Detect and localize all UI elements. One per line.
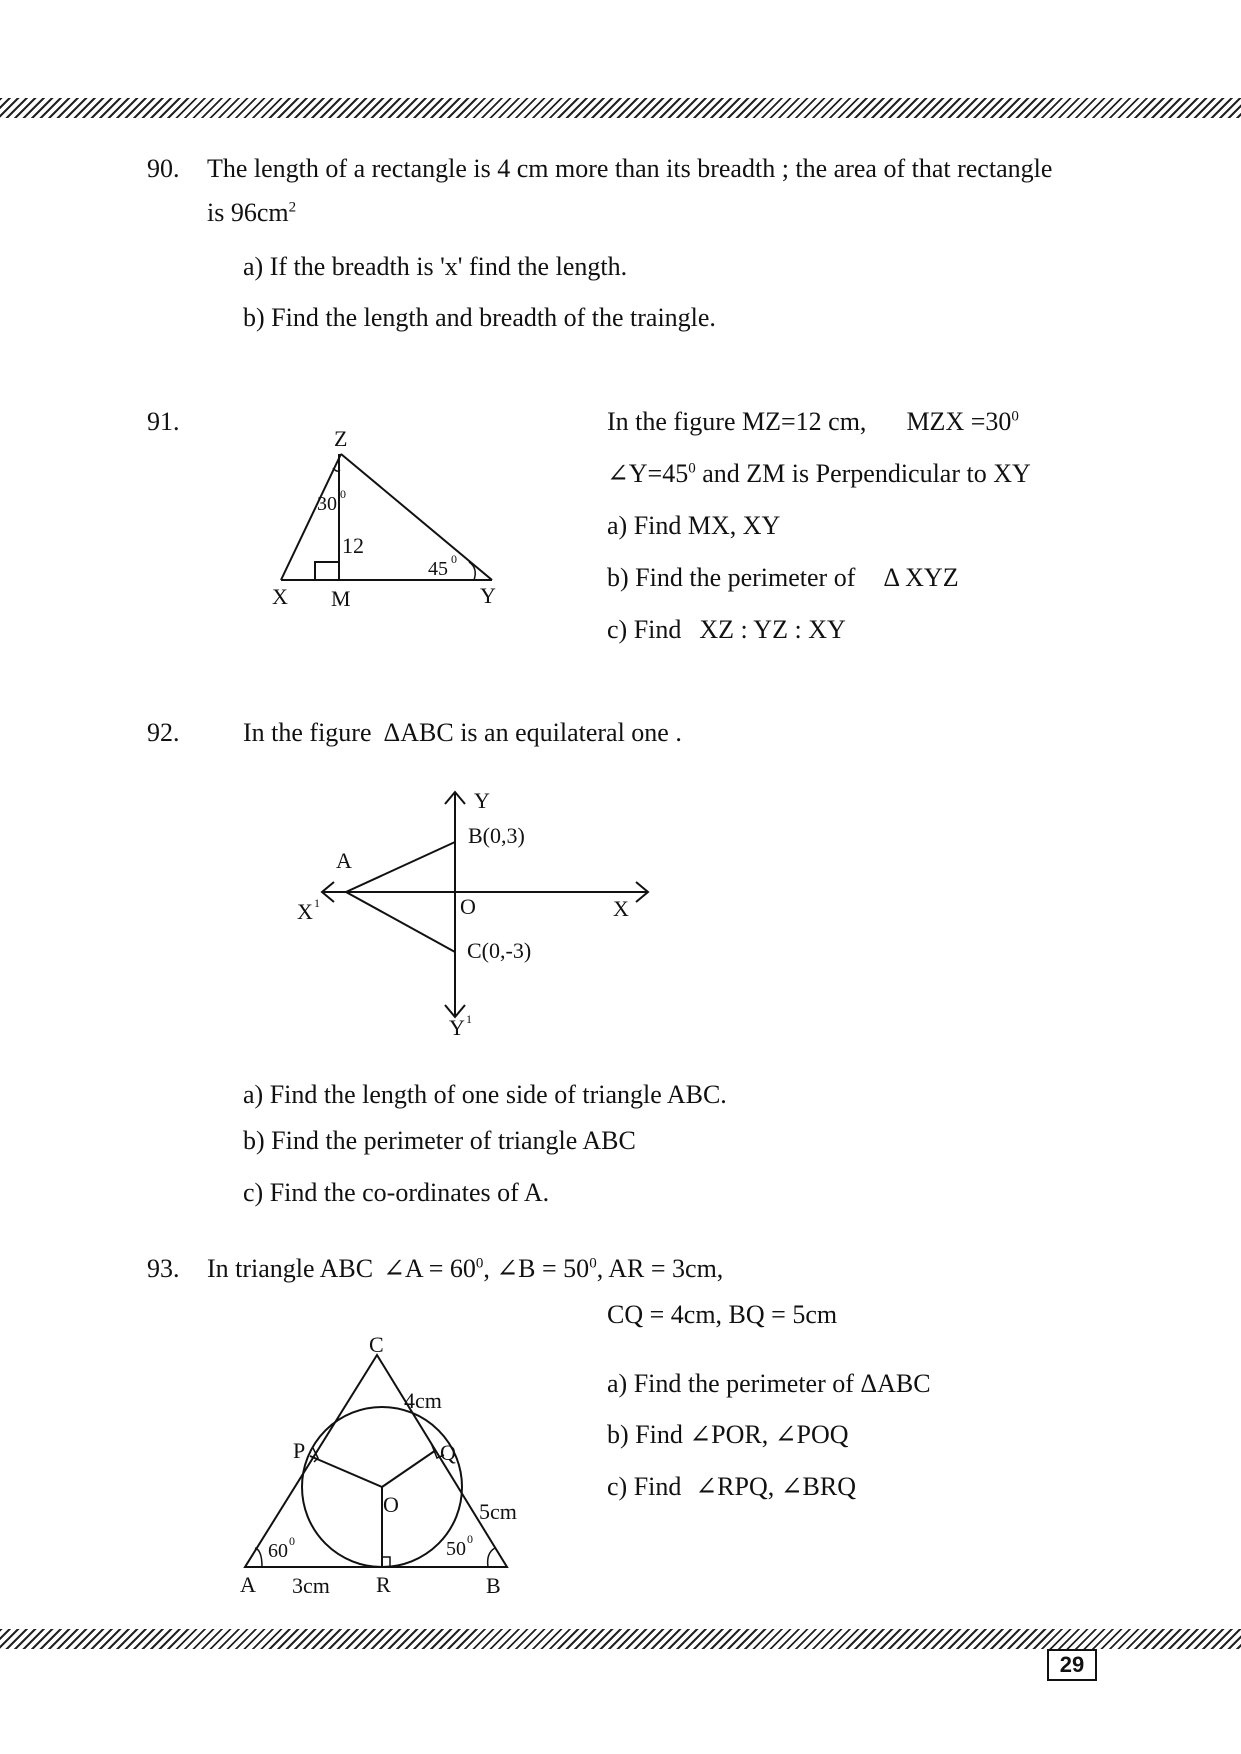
q93-label-o: O xyxy=(383,1492,399,1517)
q93-line1-a: In triangle ABC xyxy=(207,1254,374,1283)
q93-label-p: P xyxy=(293,1438,306,1463)
q90-line2-text: is 96cm xyxy=(207,198,289,227)
q93-label-angle-b-deg: 0 xyxy=(467,1532,473,1546)
q92-label-x1: X xyxy=(297,899,313,924)
q91-label-z: Z xyxy=(334,426,348,451)
q91-label-angle-y-deg: 0 xyxy=(451,552,457,566)
q92-label-o: O xyxy=(460,894,476,919)
q90-number: 90. xyxy=(147,154,180,183)
q92-label-y1: Y xyxy=(449,1015,465,1040)
q93-label-bq: 5cm xyxy=(479,1499,517,1524)
q93-label-angle-a-deg: 0 xyxy=(289,1534,295,1548)
q91-line2-a: ∠Y=45 xyxy=(607,459,689,488)
q91-label-x: X xyxy=(272,584,288,609)
q93-label-cq: 4cm xyxy=(404,1388,442,1413)
q93-part-c-text: c) Find xyxy=(607,1472,682,1501)
q93-part-b: b) Find ∠POR, ∠POQ xyxy=(607,1420,849,1449)
q92-label-b: B(0,3) xyxy=(468,823,525,848)
q91-part-c-text: c) Find xyxy=(607,615,682,644)
q93-line1-c: , ∠B = 50 xyxy=(483,1254,590,1283)
q93-line1-sup-b: 0 xyxy=(589,1255,597,1272)
q93-label-ar: 3cm xyxy=(292,1573,330,1598)
q91-label-angle-z-deg: 0 xyxy=(340,487,346,501)
q91-part-b-triangle: Δ XYZ xyxy=(883,563,959,592)
q92-part-b: b) Find the perimeter of triangle ABC xyxy=(243,1126,636,1155)
q91-part-a: a) Find MX, XY xyxy=(607,511,781,540)
q92-label-x1-prime: 1 xyxy=(314,896,320,910)
q92-part-c: c) Find the co-ordinates of A. xyxy=(243,1178,550,1207)
q90-superscript: 2 xyxy=(288,199,297,216)
q91-part-b-text: b) Find the perimeter of xyxy=(607,563,856,592)
q91-number: 91. xyxy=(147,407,180,436)
q92-label-c: C(0,-3) xyxy=(467,938,532,963)
q91-line1-sup: 0 xyxy=(1011,408,1019,425)
q90-part-b: b) Find the length and breadth of the traingle. xyxy=(243,303,716,332)
q93-label-r: R xyxy=(376,1572,391,1597)
q92-label-y1-prime: 1 xyxy=(466,1012,472,1026)
q93-number: 93. xyxy=(147,1254,180,1283)
q92-label-x: X xyxy=(613,896,629,921)
q92-label-a: A xyxy=(336,848,352,873)
q91-line1-b: MZX =30 xyxy=(906,407,1012,436)
q91-part-c-ratio: XZ : YZ : XY xyxy=(699,615,846,644)
q90-part-a: a) If the breadth is 'x' find the length. xyxy=(243,252,628,281)
q93-angle-arc-b xyxy=(488,1548,495,1567)
q92-number: 92. xyxy=(147,718,180,747)
q93-radius-oq xyxy=(382,1450,436,1487)
q93-line1-b: ∠A = 60 xyxy=(383,1254,476,1283)
q93-line1-sup-a: 0 xyxy=(475,1255,484,1272)
q90-line1: The length of a rectangle is 4 cm more than its breadth ; the area of that rectangle xyxy=(207,154,1053,183)
q91-label-side: 12 xyxy=(342,533,364,558)
q93-line1-d: , AR = 3cm, xyxy=(596,1254,724,1283)
q93-label-q: Q xyxy=(440,1440,456,1465)
q93-right-angle-r xyxy=(382,1557,390,1567)
q92-line1-text: In the figure xyxy=(243,718,372,747)
q92-part-a: a) Find the length of one side of triangle ABC. xyxy=(243,1080,727,1109)
q93-label-angle-b: 50 xyxy=(446,1538,466,1560)
q91-label-angle-y: 45 xyxy=(428,558,448,580)
q91-label-angle-z: 30 xyxy=(317,493,337,515)
q93-part-a: a) Find the perimeter of ΔABC xyxy=(607,1369,931,1398)
q93-label-b: B xyxy=(486,1573,501,1598)
q93-part-c-angles: ∠RPQ, ∠BRQ xyxy=(695,1472,856,1501)
q93-label-c: C xyxy=(369,1332,384,1357)
q91-label-y: Y xyxy=(480,583,496,608)
q93-line2: CQ = 4cm, BQ = 5cm xyxy=(607,1300,838,1329)
q91-line2-sup: 0 xyxy=(688,460,696,477)
q93-label-a: A xyxy=(240,1572,256,1597)
q92-label-y: Y xyxy=(474,788,490,813)
q93-radius-op xyxy=(310,1456,382,1487)
q93-label-angle-a: 60 xyxy=(268,1540,288,1562)
q91-line2-b: and ZM is Perpendicular to XY xyxy=(695,459,1031,488)
page-number: 29 xyxy=(1047,1649,1097,1681)
q91-label-m: M xyxy=(331,586,351,611)
q91-line1-a: In the figure MZ=12 cm, xyxy=(607,407,867,436)
q92-line1-triangle: ΔABC is an equilateral one . xyxy=(383,718,682,747)
